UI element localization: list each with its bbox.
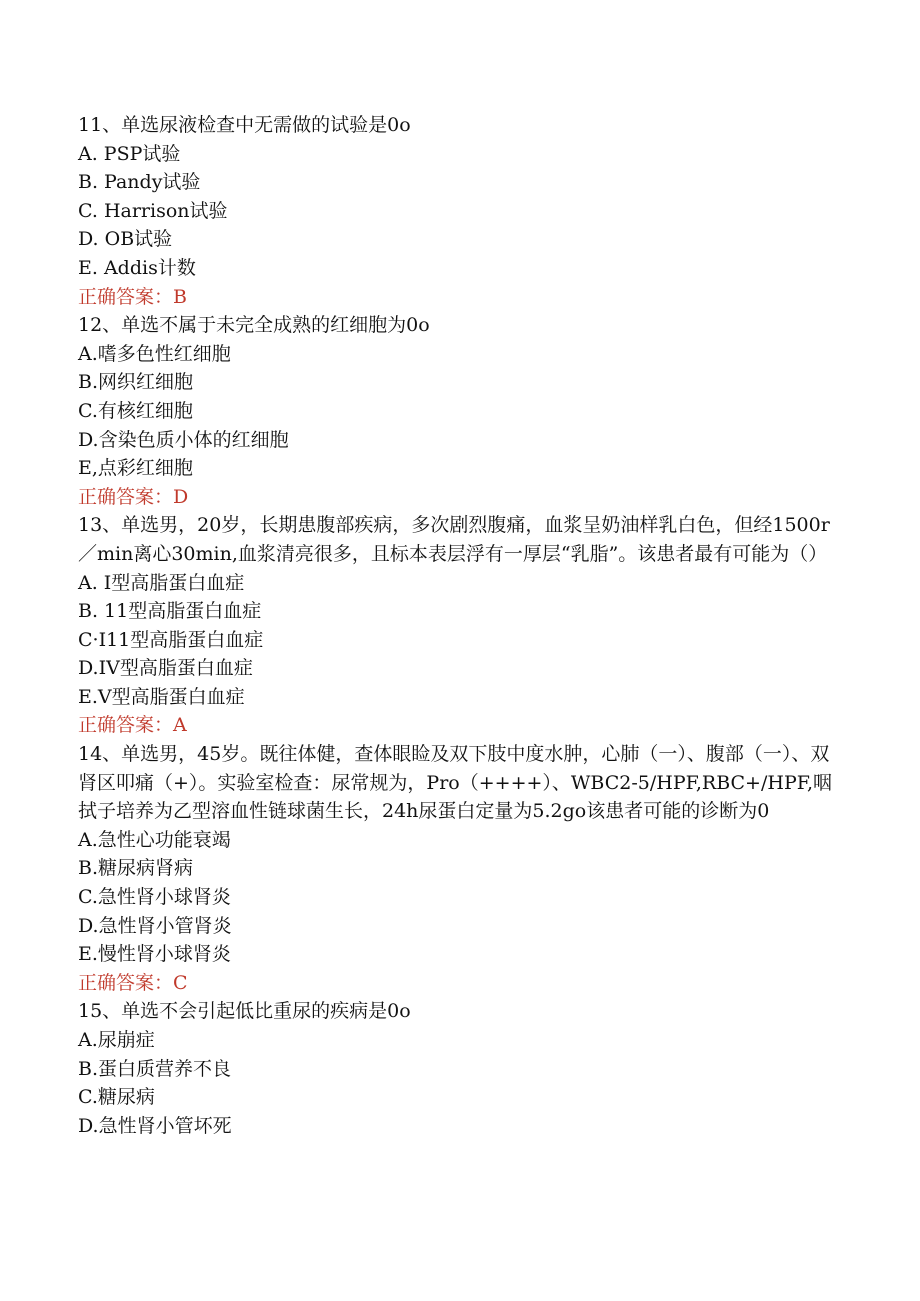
- option-d: D.含染色质小体的红细胞: [78, 428, 289, 451]
- option-c: C·I11型高脂蛋白血症: [78, 628, 264, 651]
- option-e: E.V型高脂蛋白血症: [78, 685, 245, 708]
- option-a: A.尿崩症: [78, 1029, 155, 1051]
- option-c: C. Harrison试验: [78, 199, 228, 222]
- option-e: E.慢性肾小球肾炎: [78, 943, 231, 966]
- correct-answer: 正确答案：A: [78, 714, 187, 737]
- option-a: A. PSP试验: [78, 142, 181, 165]
- option-e: E,点彩红细胞: [78, 457, 193, 480]
- question-stem: 11、单选尿液检查中无需做的试验是0o: [78, 114, 411, 136]
- option-e: E. Addis计数: [78, 256, 196, 279]
- question-stem: 15、单选不会引起低比重尿的疾病是0o: [78, 1000, 411, 1023]
- question-15: [78, 997, 848, 1140]
- option-b: B. 11型高脂蛋白血症: [78, 600, 262, 623]
- correct-answer: 正确答案：D: [78, 485, 189, 508]
- correct-answer: 正确答案：B: [78, 285, 187, 308]
- option-b: B.蛋白质营养不良: [78, 1057, 232, 1080]
- question-11: [78, 111, 848, 311]
- option-b: B.糖尿病肾病: [78, 857, 194, 880]
- option-d: D.IV型高脂蛋白血症: [78, 657, 253, 680]
- option-b: B.网织红细胞: [78, 371, 194, 394]
- option-d: D.急性肾小管坏死: [78, 1114, 232, 1137]
- question-stem: 12、单选不属于未完全成熟的红细胞为0o: [78, 314, 430, 337]
- option-d: D. OB试验: [78, 228, 173, 251]
- option-a: A. I型高脂蛋白血症: [78, 571, 245, 594]
- option-a: A.急性心功能衰竭: [78, 828, 231, 851]
- question-stem: 13、单选男，20岁，长期患腹部疾病，多次剧烈腹痛，血浆呈奶油样乳白色，但经1500r／min离心30min,血浆清亮很多，且标本表层浮有一厚层“乳脂”。该患者最有可能为（）: [78, 514, 830, 565]
- option-c: C.糖尿病: [78, 1086, 155, 1109]
- correct-answer: 正确答案：C: [78, 971, 188, 994]
- question-stem: 14、单选男，45岁。既往体健，查体眼睑及双下肢中度水肿，心肺（一）、腹部（一）、双肾区叩痛（+）。实验室检查：尿常规为，Pro（++++）、WBC2-5/HPF,RBC+/HPF,咽拭子培养为乙型溶血性链球菌生长，24h尿蛋白定量为5.2go该患者可能的诊断为0: [78, 743, 832, 823]
- option-b: B. Pandy试验: [78, 171, 201, 194]
- option-a: A.嗜多色性红细胞: [78, 342, 231, 365]
- option-d: D.急性肾小管肾炎: [78, 914, 232, 937]
- option-c: C.有核红细胞: [78, 399, 193, 422]
- document-body: [78, 111, 848, 1140]
- question-13: [78, 511, 848, 740]
- question-14: [78, 740, 848, 997]
- question-12: [78, 311, 848, 511]
- option-c: C.急性肾小球肾炎: [78, 886, 231, 909]
